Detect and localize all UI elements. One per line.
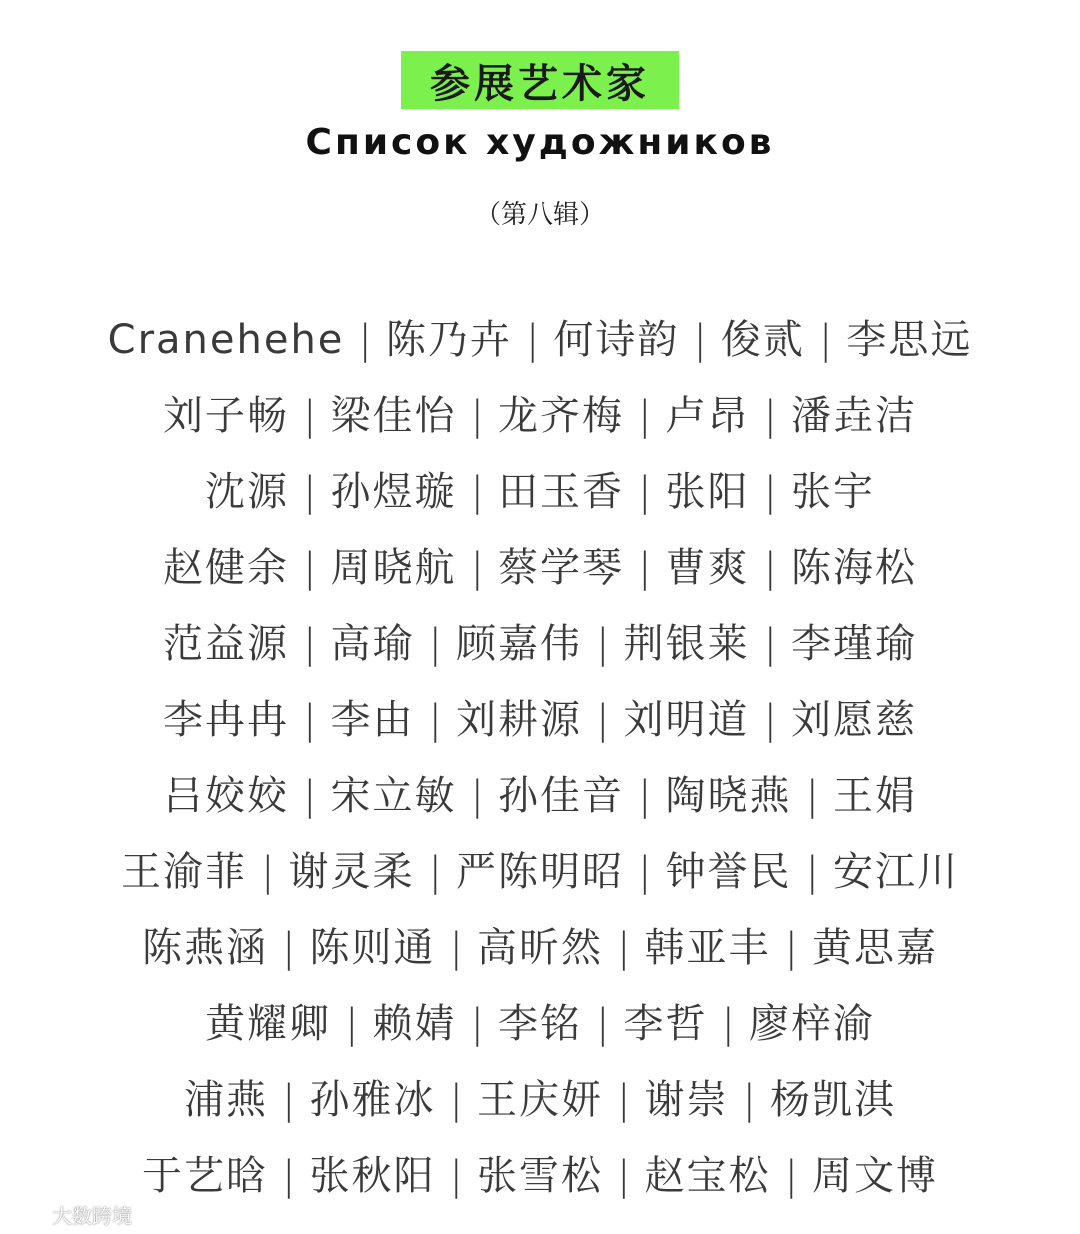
artist-name: 李思远 [846,317,973,363]
separator: | [638,849,652,895]
separator: | [303,469,317,515]
artist-name: 周文博 [811,1153,938,1199]
artist-name: 张阳 [665,469,750,515]
separator: | [784,925,798,971]
artist-name: 刘子畅 [163,393,290,439]
artist-name: 宋立敏 [330,773,457,819]
artist-name: 顾嘉伟 [456,621,582,667]
separator: | [805,849,819,895]
separator: | [596,621,610,667]
separator: | [525,317,540,363]
section-badge: 参展艺术家 [401,51,679,109]
separator: | [693,317,707,363]
artist-name: 俊贰 [720,317,805,363]
artist-name: 王娟 [832,773,917,819]
separator: | [617,1153,631,1199]
separator: | [596,1001,610,1047]
artist-row [0,1138,1080,1214]
artist-name: 吕姣姣 [163,773,290,819]
artist-row [0,302,1080,378]
separator: | [763,621,777,667]
separator: | [428,697,442,743]
artist-name: 孙佳音 [498,773,624,819]
artist-name: 李铭 [498,1001,582,1047]
separator: | [470,393,484,439]
artist-name: 孙煜璇 [330,469,457,515]
artist-name: 于艺晗 [142,1153,269,1199]
artist-name: 张雪松 [477,1153,603,1199]
edition-label: （第八辑） [474,200,605,230]
artist-row [0,986,1080,1062]
artist-name: 陶晓燕 [665,773,792,819]
separator: | [763,393,777,439]
artist-name: 刘明道 [623,697,750,743]
separator: | [449,925,463,971]
separator: | [818,317,833,363]
separator: | [303,621,317,667]
artist-name: 张宇 [790,469,875,515]
artist-name: 高昕然 [477,925,603,971]
separator: | [303,697,317,743]
artist-name: 李由 [330,697,415,743]
separator: | [721,1001,735,1047]
artist-name: 梁佳怡 [330,393,457,439]
artist-name: 严陈明昭 [456,849,624,895]
artist-name: 李瑾瑜 [790,621,917,667]
artist-row [0,454,1080,530]
artist-name: 陈海松 [790,545,917,591]
artist-row [0,606,1080,682]
artist-name: 韩亚丰 [644,925,771,971]
separator: | [428,849,442,895]
separator: | [449,1153,463,1199]
artist-name: 谢灵柔 [288,849,415,895]
artist-row [0,910,1080,986]
separator: | [303,773,317,819]
separator: | [470,773,484,819]
separator: | [638,773,652,819]
artist-name: 陈燕涵 [142,925,269,971]
artist-name: 孙雅冰 [309,1077,436,1123]
artist-name: 赖婧 [372,1001,457,1047]
artist-name: 浦燕 [184,1077,269,1123]
artist-name: 蔡学琴 [498,545,624,591]
artist-name: Cranehehe [107,317,345,363]
separator: | [449,1077,463,1123]
separator: | [358,317,372,363]
artist-row [0,530,1080,606]
artist-name: 廖梓渝 [748,1001,875,1047]
artist-name: 刘愿慈 [790,697,917,743]
artist-name: 李哲 [623,1001,708,1047]
separator: | [303,545,317,591]
artist-name: 何诗韵 [553,317,680,363]
artist-list [0,302,1080,1214]
watermark-text: 大数跨境 [52,1203,132,1228]
separator: | [617,1077,631,1123]
artist-row [0,758,1080,834]
separator: | [282,1153,296,1199]
watermark [12,1200,132,1228]
artist-name: 范益源 [163,621,290,667]
artist-row [0,1062,1080,1138]
chat-bubble-icon [12,1203,46,1225]
artist-name: 沈源 [205,469,290,515]
separator: | [428,621,442,667]
artist-name: 田玉香 [498,469,624,515]
artist-name: 龙齐梅 [498,393,624,439]
artist-name: 黄耀卿 [205,1001,332,1047]
separator: | [617,925,631,971]
artist-name: 谢崇 [644,1077,729,1123]
page-subtitle: Список художников [305,122,775,163]
separator: | [303,393,317,439]
artist-name: 李冉冉 [163,697,290,743]
separator: | [596,697,610,743]
artist-name: 安江川 [832,849,959,895]
artist-name: 潘垚洁 [790,393,917,439]
separator: | [470,1001,484,1047]
artist-row [0,682,1080,758]
separator: | [282,925,296,971]
artist-name: 荆银莱 [623,621,750,667]
artist-name: 王庆妍 [477,1077,603,1123]
artist-name: 杨凯淇 [769,1077,896,1123]
artist-name: 高瑜 [330,621,415,667]
artist-name: 周晓航 [330,545,457,591]
artist-name: 曹爽 [665,545,750,591]
artist-name: 陈乃卉 [385,317,512,363]
separator: | [763,545,777,591]
separator: | [638,393,652,439]
separator: | [742,1077,756,1123]
separator: | [470,469,484,515]
separator: | [470,545,484,591]
artist-name: 张秋阳 [309,1153,436,1199]
artist-name: 黄思嘉 [811,925,938,971]
separator: | [282,1077,296,1123]
separator: | [345,1001,359,1047]
artist-row [0,378,1080,454]
artist-name: 赵健余 [163,545,290,591]
separator: | [638,469,652,515]
separator: | [784,1153,798,1199]
artist-name: 赵宝松 [644,1153,771,1199]
separator: | [763,697,777,743]
artist-name: 王渝菲 [121,849,248,895]
artist-row [0,834,1080,910]
artist-name: 钟誉民 [665,849,792,895]
separator: | [805,773,819,819]
separator: | [638,545,652,591]
artist-name: 卢昂 [665,393,750,439]
separator: | [261,849,275,895]
separator: | [763,469,777,515]
artist-name: 陈则通 [309,925,436,971]
artist-name: 刘耕源 [456,697,582,743]
